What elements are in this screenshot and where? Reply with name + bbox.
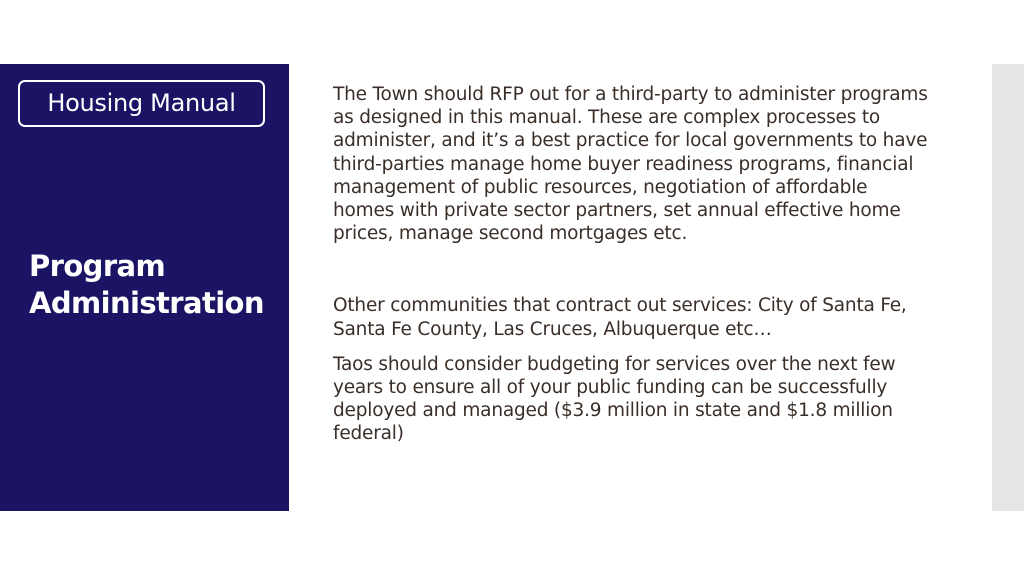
- content-body: [333, 83, 933, 446]
- sidebar-panel: [0, 64, 289, 511]
- paragraph-budgeting: Taos should consider budgeting for services over the next few years to ensure all of your public funding can be successfully deployed and managed ($3.9 million in state and $1.8 million federal): [333, 353, 896, 445]
- paragraph-rfp: The Town should RFP out for a third-party to administer programs as designed in this manual. These are complex processes to administer, and it’s a best practice for local governments to have third-parties manage home buyer readiness programs, financial management of public resources, negotiation of affordable homes with private sector partners, set annual effective home prices, manage second mortgages etc.: [333, 84, 928, 245]
- section-title: Program Administration: [29, 249, 264, 320]
- paragraph-other-communities: Other communities that contract out services: City of Santa Fe, Santa Fe County, Las Cruces, Albuquerque etc…: [333, 295, 907, 340]
- housing-manual-badge: Housing Manual: [18, 80, 265, 127]
- right-edge-strip: [992, 64, 1024, 511]
